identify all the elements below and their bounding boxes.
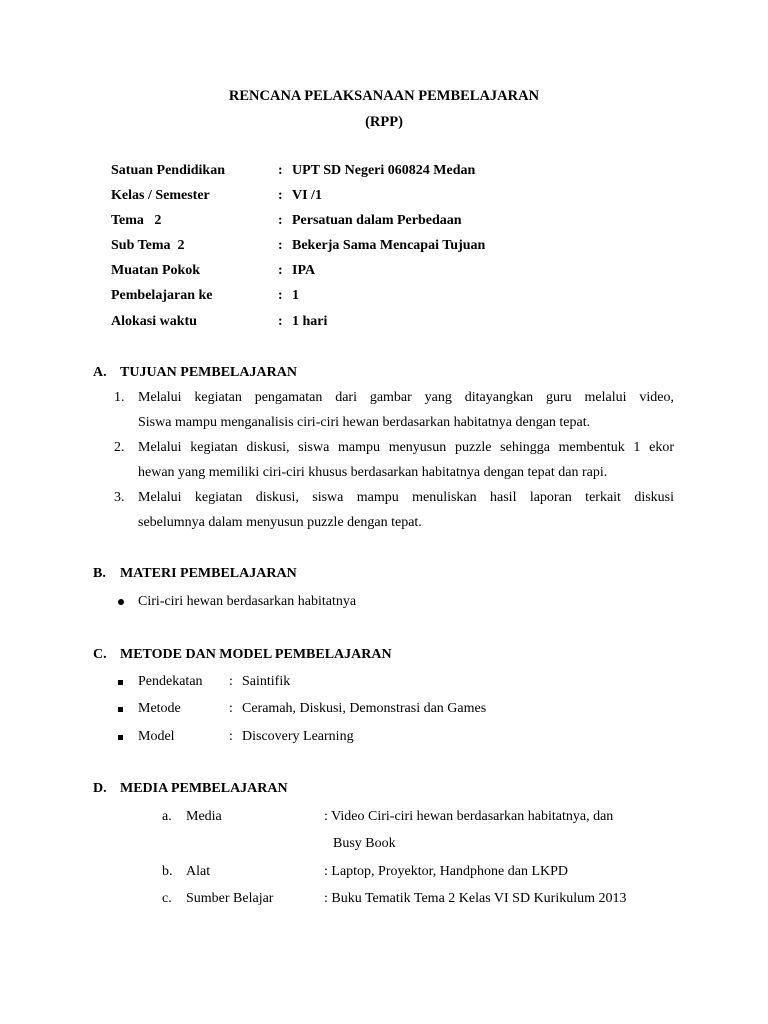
identity-label: Pembelajaran ke xyxy=(111,288,213,303)
method-value: Saintifik xyxy=(242,674,291,689)
section-letter: D. xyxy=(93,781,107,796)
method-colon: : xyxy=(229,729,233,744)
identity-label: Satuan Pendidikan xyxy=(111,163,225,178)
identity-label: Kelas / Semester xyxy=(111,188,210,203)
identity-colon: : xyxy=(278,288,283,303)
identity-label: Sub Tema 2 xyxy=(111,238,185,253)
list-item-text: Siswa mampu menganalisis ciri-ciri hewan berdasarkan habitatnya dengan tepat. xyxy=(138,415,591,430)
method-label: Pendekatan xyxy=(138,674,203,689)
method-label: Model xyxy=(138,729,175,744)
media-label: Alat xyxy=(186,864,211,879)
identity-value: Bekerja Sama Mencapai Tujuan xyxy=(292,238,486,253)
list-item-text: Ciri-ciri hewan berdasarkan habitatnya xyxy=(138,594,357,609)
method-colon: : xyxy=(229,701,233,716)
bullet-square-icon xyxy=(118,707,123,712)
document-subtitle: (RPP) xyxy=(365,114,403,130)
method-label: Metode xyxy=(138,701,181,716)
list-item-text: Melalui kegiatan pengamatan dari gambar yang ditayangkan guru melalui video, xyxy=(138,390,674,405)
identity-colon: : xyxy=(278,163,283,178)
list-item-text: Melalui kegiatan diskusi, siswa mampu menyusun puzzle sehingga membentuk 1 ekor xyxy=(138,440,674,455)
identity-value: 1 xyxy=(292,288,299,303)
list-item-text: sebelumnya dalam menyusun puzzle dengan tepat. xyxy=(138,515,422,530)
bullet-square-icon xyxy=(118,680,123,685)
identity-colon: : xyxy=(278,188,283,203)
media-letter: b. xyxy=(162,864,173,879)
section-title: MATERI PEMBELAJARAN xyxy=(120,566,297,581)
method-value: Ceramah, Diskusi, Demonstrasi dan Games xyxy=(242,701,487,716)
media-value: : Laptop, Proyektor, Handphone dan LKPD xyxy=(324,864,569,879)
media-label: Sumber Belajar xyxy=(186,891,274,906)
section-letter: C. xyxy=(93,647,107,662)
media-value-continued: Busy Book xyxy=(333,836,396,851)
media-value: : Video Ciri-ciri hewan berdasarkan habitatnya, dan xyxy=(324,809,614,824)
bullet-square-icon xyxy=(118,735,123,740)
media-value: : Buku Tematik Tema 2 Kelas VI SD Kurikulum 2013 xyxy=(324,891,627,906)
list-number: 1. xyxy=(114,390,125,405)
media-letter: a. xyxy=(162,809,172,824)
section-letter: A. xyxy=(93,365,107,380)
identity-colon: : xyxy=(278,314,283,329)
list-item-text: hewan yang memiliki ciri-ciri khusus berdasarkan habitatnya dengan tepat dan rapi. xyxy=(138,465,608,480)
section-title: METODE DAN MODEL PEMBELAJARAN xyxy=(120,647,392,662)
list-number: 3. xyxy=(114,490,125,505)
media-label: Media xyxy=(186,809,222,824)
section-title: TUJUAN PEMBELAJARAN xyxy=(120,365,297,380)
section-letter: B. xyxy=(93,566,106,581)
identity-label: Muatan Pokok xyxy=(111,263,201,278)
method-value: Discovery Learning xyxy=(242,729,354,744)
document-title: RENCANA PELAKSANAAN PEMBELAJARAN xyxy=(228,88,540,104)
identity-colon: : xyxy=(278,263,283,278)
list-item-text: Melalui kegiatan diskusi, siswa mampu menuliskan hasil laporan terkait diskusi xyxy=(138,490,674,505)
identity-colon: : xyxy=(278,213,283,228)
media-letter: c. xyxy=(162,891,172,906)
identity-value: Persatuan dalam Perbedaan xyxy=(292,213,462,228)
identity-label: Tema 2 xyxy=(111,213,162,228)
list-number: 2. xyxy=(114,440,125,455)
identity-value: UPT SD Negeri 060824 Medan xyxy=(292,163,476,178)
section-title: MEDIA PEMBELAJARAN xyxy=(120,781,288,796)
bullet-dot-icon xyxy=(118,599,124,605)
identity-colon: : xyxy=(278,238,283,253)
identity-label: Alokasi waktu xyxy=(111,314,197,329)
identity-value: 1 hari xyxy=(292,314,328,329)
identity-value: VI /1 xyxy=(292,188,322,203)
identity-value: IPA xyxy=(292,263,316,278)
method-colon: : xyxy=(229,674,233,689)
